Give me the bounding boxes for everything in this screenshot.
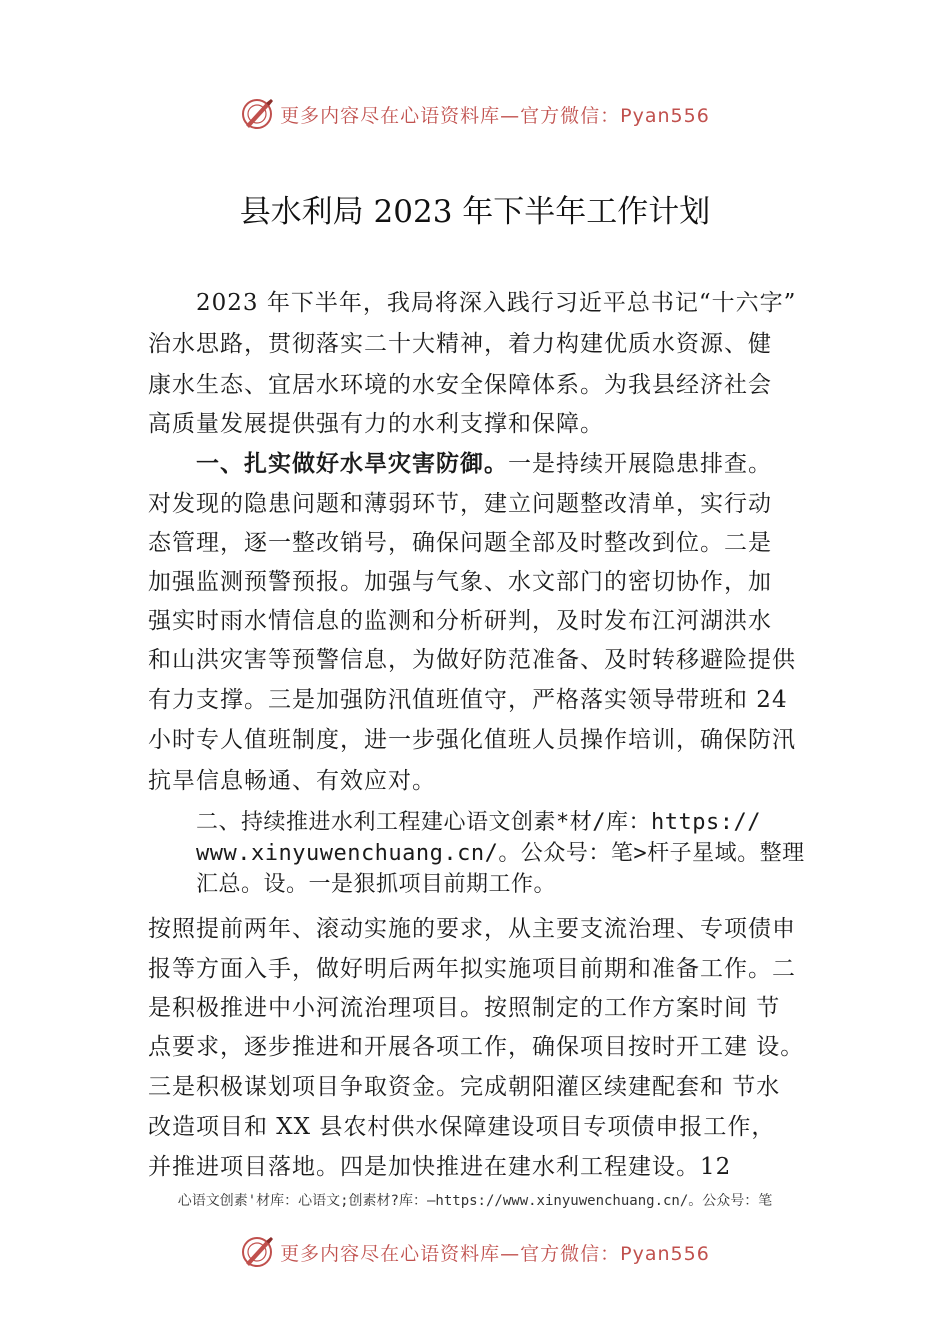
paragraph-line: 2023 年下半年，我局将深入践行习近平总书记“十六字” — [196, 290, 797, 316]
paragraph-line: 治水思路，贯彻落实二十大精神，着力构建优质水资源、健 — [148, 331, 772, 357]
paragraph-line: 汇总。设。一是狠抓项目前期工作。 — [196, 872, 557, 897]
paragraph-line: 强实时雨水情信息的监测和分析研判，及时发布江河湖洪水 — [148, 608, 772, 634]
paragraph-line: 对发现的隐患问题和薄弱环节，建立问题整改清单，实行动 — [148, 491, 772, 517]
paragraph-line: 有力支撑。三是加强防汛值班值守，严格落实领导带班和 24 — [148, 687, 788, 713]
footer-banner-text: 更多内容尽在心语资料库—官方微信：Pyan556 — [280, 1242, 710, 1265]
paragraph-line: 报等方面入手，做好明后两年拟实施项目前期和准备工作。二 — [148, 956, 796, 982]
paragraph-line: 康水生态、宜居水环境的水安全保障体系。为我县经济社会 — [148, 372, 772, 398]
header-banner — [0, 94, 950, 134]
section-heading-2: 二、持续推进水利工程建心语文创素*材/库：https:// — [196, 810, 761, 835]
paragraph-line: 小时专人值班制度，进一步强化值班人员操作培训，确保防汛 — [148, 727, 796, 753]
paragraph-line: 一是持续开展隐患排查。 — [508, 451, 772, 477]
paragraph-line: 抗旱信息畅通、有效应对。 — [148, 768, 436, 794]
paragraph-line: 改造项目和 XX 县农村供水保障建设项目专项债申报工作， — [148, 1114, 776, 1140]
document-title: 县水利局 2023 年下半年工作计划 — [239, 194, 711, 230]
paragraph-line: 和山洪灾害等预警信息，为做好防范准备、及时转移避险提供 — [148, 647, 796, 673]
paragraph-line: 并推进项目落地。四是加快推进在建水利工程建设。12 — [148, 1154, 732, 1180]
section-heading-1: 一、扎实做好水旱灾害防御。 — [196, 451, 508, 477]
paragraph-line: www.xinyuwenchuang.cn/。公众号：笔>杆子星域。整理 — [196, 841, 805, 866]
paragraph-line: 三是积极谋划项目争取资金。完成朝阳灌区续建配套和 节水 — [148, 1074, 781, 1100]
pen-seal-logo-icon — [240, 97, 274, 131]
paragraph-line: 态管理，逐一整改销号，确保问题全部及时整改到位。二是 — [148, 530, 772, 556]
paragraph-line: 点要求，逐步推进和开展各项工作，确保项目按时开工建 设。 — [148, 1034, 805, 1060]
footer-note: 心语文创素'材库：心语文;创素材?库：—https://www.xinyuwenchuang.cn/。公众号：笔 — [177, 1193, 773, 1209]
header-banner-text: 更多内容尽在心语资料库—官方微信：Pyan556 — [280, 104, 710, 127]
paragraph-line: 按照提前两年、滚动实施的要求，从主要支流治理、专项债申 — [148, 916, 796, 942]
paragraph-line: 加强监测预警预报。加强与气象、水文部门的密切协作，加 — [148, 569, 772, 595]
footer-banner — [0, 1232, 950, 1272]
section-heading-line — [196, 445, 772, 478]
pen-seal-logo-icon — [240, 1235, 274, 1269]
paragraph-line: 是积极推进中小河流治理项目。按照制定的工作方案时间 节 — [148, 995, 781, 1021]
paragraph-line: 高质量发展提供强有力的水利支撑和保障。 — [148, 411, 604, 437]
